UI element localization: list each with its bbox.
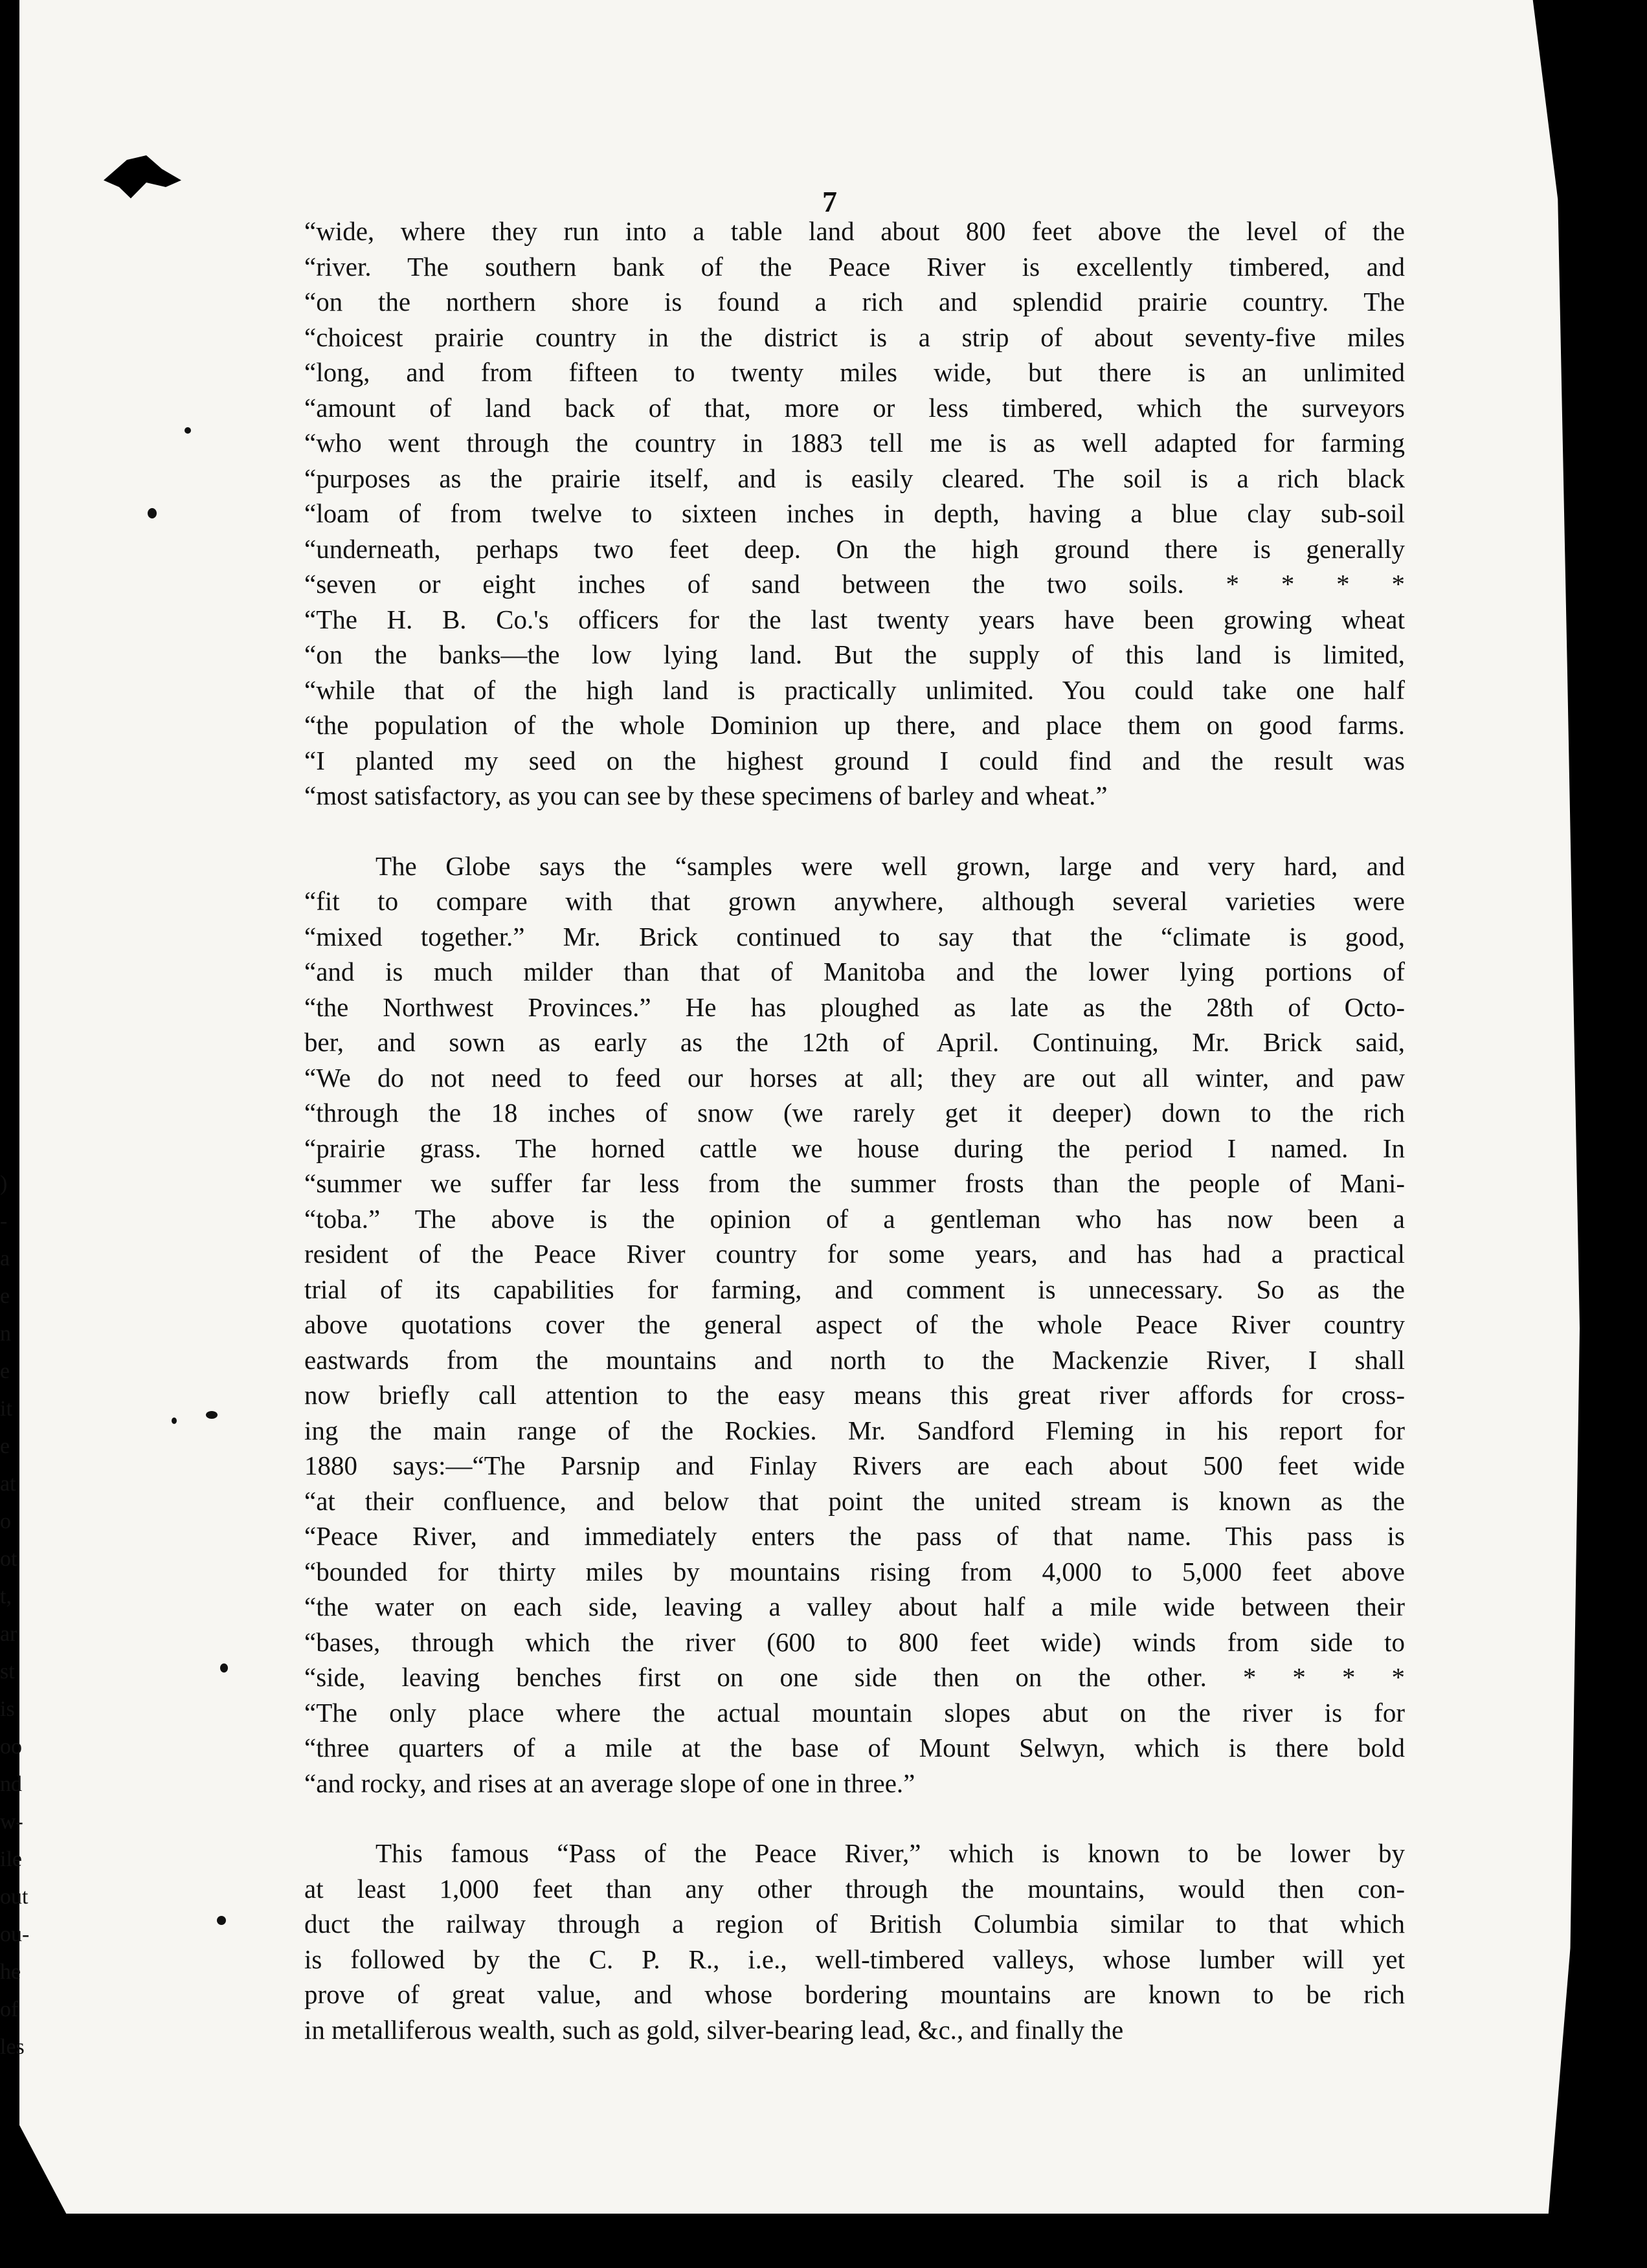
text-line: “on the northern shore is found a rich and splendid prairie country. The (304, 287, 1405, 317)
text-line: “Peace River, and immediately enters the pass of that name. This pass is (304, 1521, 1405, 1551)
text-line: “The only place where the actual mountain slopes abut on the river is for (304, 1697, 1405, 1728)
margin-fragment: is (0, 1697, 15, 1721)
margin-fragment: e (0, 1434, 10, 1458)
speck (172, 1418, 177, 1424)
margin-fragment: e (0, 1284, 10, 1308)
text-line: “long, and from fifteen to twenty miles wide, but there is an unlimited (304, 357, 1405, 387)
margin-fragment: at (0, 1472, 16, 1496)
margin-fragment: out (0, 1885, 28, 1909)
text-line: “river. The southern bank of the Peace River is excellently timbered, and (304, 251, 1405, 282)
page-number: 7 (822, 185, 837, 218)
margin-fragment: ar (0, 1622, 17, 1646)
speck (217, 1916, 226, 1925)
margin-fragment: - (0, 1209, 8, 1233)
text-line: “loam of from twelve to sixteen inches in depth, having a blue clay sub-soil (304, 498, 1405, 528)
text-line: The Globe says the “samples were well grown, large and very hard, and (375, 850, 1405, 881)
text-line: “on the banks—the low lying land. But the supply of this land is limited, (304, 639, 1405, 669)
margin-fragment: nd (0, 1772, 22, 1796)
body-text (304, 214, 1405, 2082)
margin-fragment: a (0, 1247, 10, 1271)
text-line: “wide, where they run into a table land about 800 feet above the level of the (304, 216, 1405, 246)
text-line: ber, and sown as early as the 12th of April. Continuing, Mr. Brick said, (304, 1027, 1405, 1057)
text-line: “prairie grass. The horned cattle we house during the period I named. In (304, 1133, 1405, 1163)
text-line: “and rocky, and rises at an average slope of one in three.” (304, 1768, 915, 1798)
paragraph-2 (304, 849, 1405, 1801)
text-line: 1880 says:—“The Parsnip and Finlay Rivers are each about 500 feet wide (304, 1451, 1405, 1480)
text-line: now briefly call attention to the easy means this great river affords for cross- (304, 1380, 1405, 1410)
text-line: “side, leaving benches first on one side then on the other. * * * * (304, 1662, 1405, 1692)
margin-fragment: w- (0, 1810, 23, 1834)
text-line: duct the railway through a region of British Columbia similar to that which (304, 1909, 1405, 1939)
text-line: “amount of land back of that, more or less timbered, which the surveyors (304, 392, 1405, 423)
speck (220, 1663, 228, 1673)
paragraph-3 (304, 1836, 1405, 2047)
margin-fragment: les (0, 2035, 25, 2059)
text-line: “fit to compare with that grown anywhere, although several varieties were (304, 886, 1405, 916)
text-line: “bases, through which the river (600 to 800 feet wide) winds from side to (304, 1627, 1405, 1657)
text-line: This famous “Pass of the Peace River,” which is known to be lower by (375, 1838, 1405, 1868)
text-line: “I planted my seed on the highest ground I could find and the result was (304, 745, 1405, 775)
paragraph-1 (304, 214, 1405, 814)
text-line: “the water on each side, leaving a valley about half a mile wide between their (304, 1592, 1405, 1621)
margin-fragment: st (0, 1660, 15, 1684)
text-line: “the Northwest Provinces.” He has ploughed as late as the 28th of Octo- (304, 992, 1405, 1022)
speck (206, 1411, 218, 1419)
speck (185, 427, 191, 434)
text-line: “mixed together.” Mr. Brick continued to say that the “climate is good, (304, 921, 1405, 951)
text-line: eastwards from the mountains and north to the Mackenzie River, I shall (304, 1344, 1405, 1375)
margin-fragment: t, (0, 1584, 12, 1608)
text-line: “and is much milder than that of Manitoba and the lower lying portions of (304, 957, 1405, 986)
text-line: “bounded for thirty miles by mountains rising from 4,000 to 5,000 feet above (304, 1556, 1405, 1586)
text-line: “underneath, perhaps two feet deep. On the high ground there is generally (304, 533, 1405, 564)
text-line: “summer we suffer far less from the summer frosts than the people of Mani- (304, 1168, 1405, 1198)
text-line: “the population of the whole Dominion up there, and place them on good farms. (304, 710, 1405, 740)
text-line: “who went through the country in 1883 tell me is as well adapted for farming (304, 428, 1405, 458)
text-line: “purposes as the prairie itself, and is easily cleared. The soil is a rich black (304, 463, 1405, 493)
margin-fragment: oo (0, 1735, 22, 1759)
text-line: “most satisfactory, as you can see by these specimens of barley and wheat.” (304, 781, 1108, 810)
text-line: “The H. B. Co.'s officers for the last twenty years have been growing wheat (304, 604, 1405, 634)
margin-fragment: ou- (0, 1922, 30, 1946)
text-line: “at their confluence, and below that point the united stream is known as the (304, 1485, 1405, 1516)
text-line: trial of its capabilities for farming, and comment is unnecessary. So as the (304, 1274, 1405, 1304)
left-margin-fragments (0, 1165, 52, 2066)
text-line: resident of the Peace River country for some years, and has had a practical (304, 1239, 1405, 1269)
text-line: in metalliferous wealth, such as gold, silver-bearing lead, &c., and finally the (304, 2014, 1124, 2045)
margin-fragment: it (0, 1397, 12, 1421)
margin-fragment: o (0, 1509, 11, 1533)
speck (148, 508, 157, 518)
margin-fragment: ot (0, 1547, 17, 1571)
text-line: “seven or eight inches of sand between the two soils. * * * * (304, 569, 1405, 599)
text-line: above quotations cover the general aspect of the whole Peace River country (304, 1309, 1405, 1339)
text-line: “three quarters of a mile at the base of Mount Selwyn, which is there bold (304, 1733, 1405, 1762)
text-line: “toba.” The above is the opinion of a gentleman who has now been a (304, 1203, 1405, 1234)
text-line: is followed by the C. P. R., i.e., well-timbered valleys, whose lumber will yet (304, 1944, 1405, 1974)
margin-fragment: e (0, 1359, 10, 1383)
margin-fragment: ) (0, 1172, 8, 1195)
margin-fragment: of (0, 1997, 19, 2021)
text-line: “while that of the high land is practically unlimited. You could take one half (304, 674, 1405, 705)
text-line: “We do not need to feed our horses at all; they are out all winter, and paw (304, 1062, 1405, 1093)
margin-fragment: n (0, 1322, 11, 1346)
margin-fragment: ile (0, 1847, 22, 1871)
text-line: at least 1,000 feet than any other through the mountains, would then con- (304, 1873, 1405, 1904)
text-line: “through the 18 inches of snow (we rarely get it deeper) down to the rich (304, 1098, 1405, 1128)
text-line: prove of great value, and whose bordering mountains are known to be rich (304, 1979, 1405, 2009)
text-line: ing the main range of the Rockies. Mr. Sandford Fleming in his report for (304, 1415, 1405, 1445)
margin-fragment: he (0, 1960, 21, 1984)
text-line: “choicest prairie country in the district is a strip of about seventy-five miles (304, 322, 1405, 352)
